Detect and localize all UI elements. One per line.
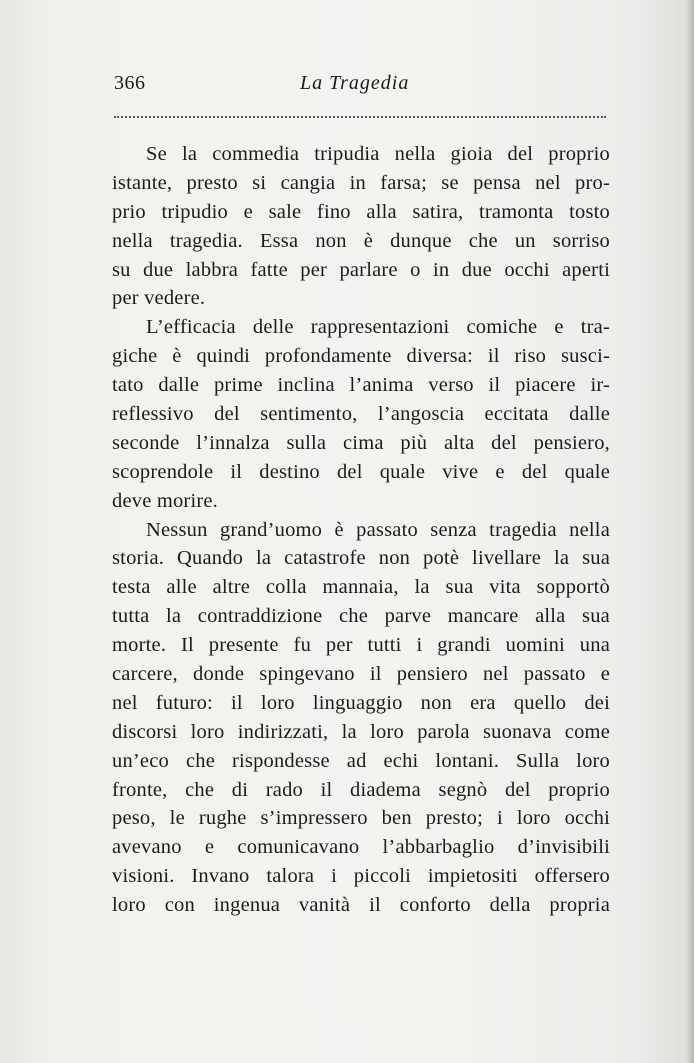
text-line: deve morire. bbox=[112, 489, 218, 512]
header-dotted-rule bbox=[114, 116, 606, 118]
text-line: Se la commedia tripudia nella gioia del proprio bbox=[146, 143, 610, 165]
text-line: visioni. Invano talora i piccoli impietositi offersero bbox=[112, 865, 610, 888]
text-line: avevano e comunicavano l’abbarbaglio d’invisibili bbox=[112, 836, 610, 859]
text-line: discorsi loro indirizzati, la loro parola suonava come bbox=[112, 720, 610, 743]
text-line: fronte, che di rado il diadema segnò del proprio bbox=[112, 778, 610, 801]
page-number: 366 bbox=[114, 72, 146, 94]
text-line: tato dalle prime inclina l’anima verso il piacere ir- bbox=[112, 374, 610, 397]
text-line: reflessivo del sentimento, l’angoscia eccitata dalle bbox=[112, 403, 610, 426]
text-line: scoprendole il destino del quale vive e del quale bbox=[112, 460, 610, 483]
text-line: peso, le rughe s’impressero ben presto; i loro occhi bbox=[112, 807, 610, 830]
text-line: testa alle altre colla mannaia, la sua vita sopportò bbox=[112, 576, 610, 599]
running-title: La Tragedia bbox=[300, 72, 410, 94]
text-line: nella tragedia. Essa non è dunque che un sorriso bbox=[112, 229, 610, 252]
body-text bbox=[112, 140, 610, 920]
text-line: storia. Quando la catastrofe non potè livellare la sua bbox=[112, 547, 610, 570]
page-edge-shadow bbox=[686, 0, 694, 1063]
text-line: Nessun grand’uomo è passato senza tragedia nella bbox=[146, 518, 610, 541]
text-line: istante, presto si cangia in farsa; se pensa nel pro- bbox=[112, 171, 610, 194]
page-header bbox=[114, 70, 608, 102]
text-line: nel futuro: il loro linguaggio non era quello dei bbox=[112, 691, 610, 714]
text-line: prio tripudio e sale fino alla satira, tramonta tosto bbox=[112, 200, 610, 223]
text-line: loro con ingenua vanità il conforto della propria bbox=[112, 894, 610, 917]
text-line: su due labbra fatte per parlare o in due occhi aperti bbox=[112, 258, 610, 281]
text-line: giche è quindi profondamente diversa: il riso susci- bbox=[112, 345, 610, 368]
text-line: morte. Il presente fu per tutti i grandi uomini una bbox=[112, 634, 610, 657]
text-line: per vedere. bbox=[112, 287, 206, 310]
text-line: seconde l’innalza sulla cima più alta del pensiero, bbox=[112, 431, 610, 454]
text-line: un’eco che rispondesse ad echi lontani. Sulla loro bbox=[112, 749, 610, 772]
text-line: tutta la contraddizione che parve mancare alla sua bbox=[112, 605, 610, 628]
text-line: carcere, donde spingevano il pensiero nel passato e bbox=[112, 663, 610, 686]
text-line: L’efficacia delle rappresentazioni comiche e tra- bbox=[146, 316, 610, 339]
